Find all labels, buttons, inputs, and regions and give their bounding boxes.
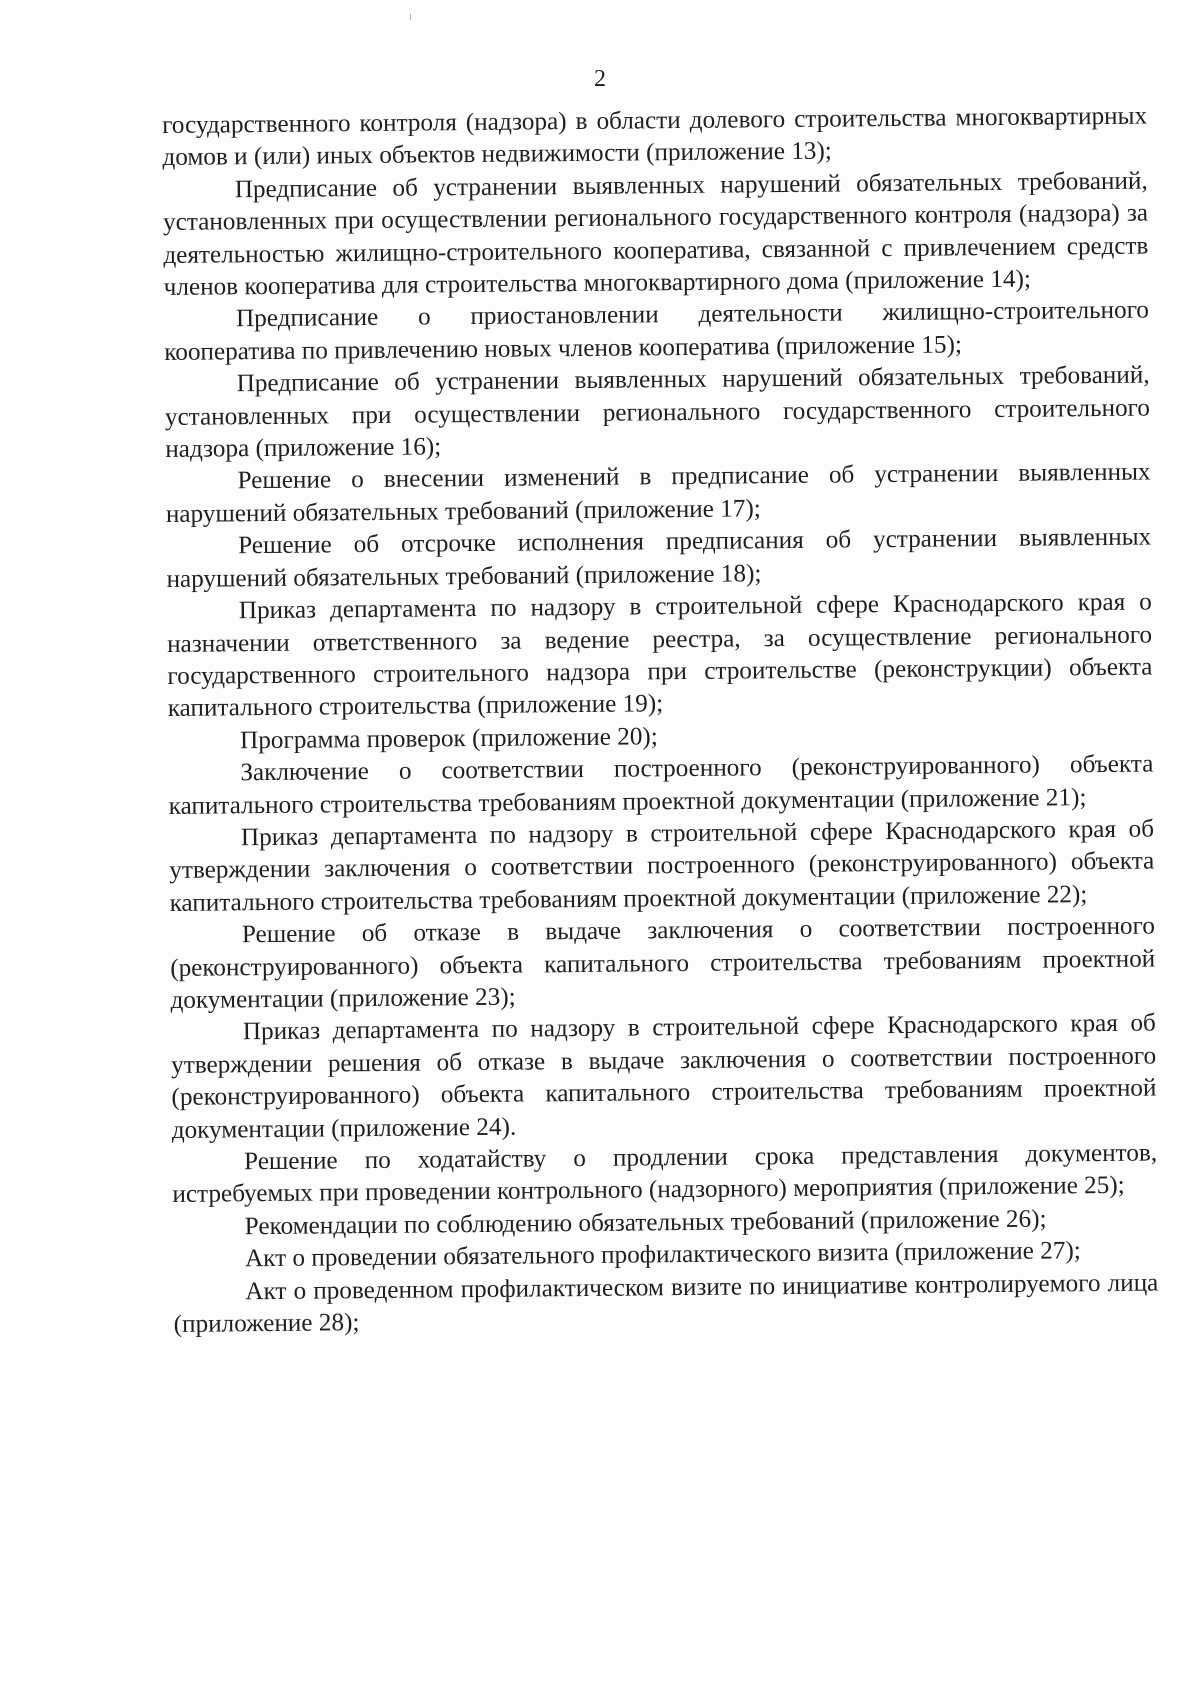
paragraph-appendix-16: Предписание об устранении выявленных нарушений обязательных требований, установленных при осуществлении регионального государственного строительного надзора (приложение 16); xyxy=(164,361,1151,464)
paragraph-appendix-28: Акт о проведенном профилактическом визите по инициативе контролируемого лица (приложение 28); xyxy=(173,1269,1159,1338)
paragraph-appendix-27: Акт о проведении обязательного профилактического визита (приложение 27); xyxy=(244,1237,1081,1273)
paragraph-appendix-25: Решение по ходатайству о продлении срока представления документов, истребуемых при проведении контрольного (надзорного) мероприятия (приложение 25); xyxy=(172,1139,1158,1209)
document-body xyxy=(162,101,1159,1342)
paragraph-appendix-21: Заключение о соответствии построенного (реконструированного) объекта капитального строительства требованиям проектной документации (приложение 21); xyxy=(168,750,1154,820)
paragraph-appendix-15: Предписание о приостановлении деятельности жилищно-строительного кооператива по привлечению новых членов кооператива (приложение 15); xyxy=(164,296,1150,366)
paragraph-appendix-19: Приказ департамента по надзору в строительной сфере Краснодарского края о назначении ответственного за ведение реестра, за осуществление регионального государственного строительного надзора при строительстве (реконструкции) объекта капитального строительства (приложение 19); xyxy=(166,588,1153,723)
paragraph-continuation: государственного контроля (надзора) в области долевого строительства многоквартирных домов и (или) иных объектов недвижимости (приложение 13); xyxy=(162,102,1148,172)
paragraph-appendix-23: Решение об отказе в выдаче заключения о соответствии построенного (реконструированного) объекта капитального строительства требованиям проектной документации (приложение 23); xyxy=(170,912,1156,1014)
scan-speck xyxy=(410,14,411,20)
paragraph-appendix-22: Приказ департамента по надзору в строительной сфере Краснодарского края об утверждении заключения о соответствии построенного (реконструированного) объекта капитального строительства требованиям проектной документации (приложение 22); xyxy=(169,815,1155,917)
page-number: 2 xyxy=(594,66,606,92)
paragraph-appendix-26: Рекомендации по соблюдению обязательных требований (приложение 26); xyxy=(244,1205,1047,1241)
paragraph-appendix-14: Предписание об устранении выявленных нарушений обязательных требований, установленных при осуществлении регионального государственного контроля (надзора) за деятельностью жилищно-строительного кооператива, связанной с привлечением средств членов кооператива для строительства многоквартирного дома (приложение 14); xyxy=(162,167,1149,302)
paragraph-appendix-17: Решение о внесении изменений в предписание об устранении выявленных нарушений обязательных требований (приложение 17); xyxy=(165,458,1151,528)
paragraph-appendix-20: Программа проверок (приложение 20); xyxy=(239,722,658,754)
paragraph-appendix-24: Приказ департамента по надзору в строительной сфере Краснодарского края об утверждении решения об отказе в выдаче заключения о соответствии построенного (реконструированного) объекта капитального строительства требованиям проектной документации (приложение 24). xyxy=(171,1009,1157,1144)
paragraph-appendix-18: Решение об отсрочке исполнения предписания об устранении выявленных нарушений обязательных требований (приложение 18); xyxy=(166,523,1152,593)
